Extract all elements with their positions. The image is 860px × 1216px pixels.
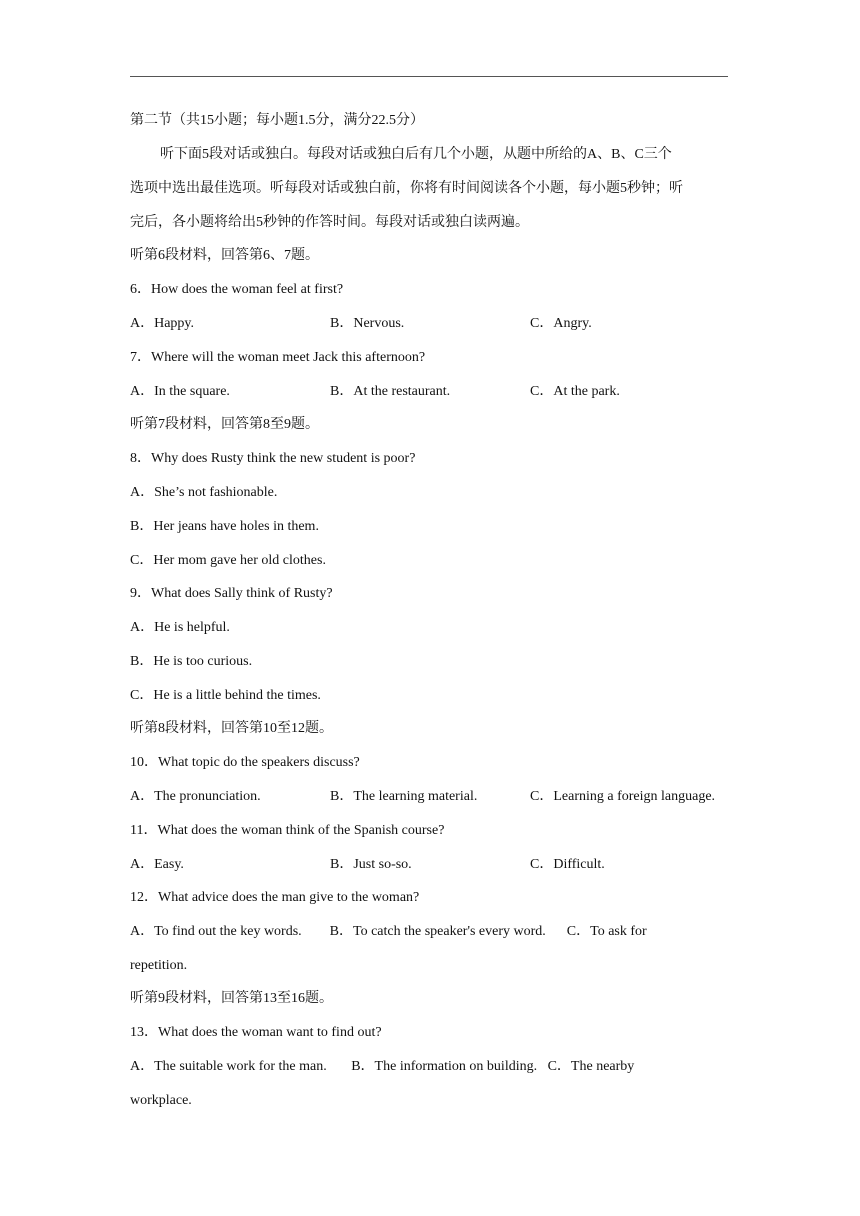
question-10-option-c: C．Learning a foreign language. xyxy=(530,789,716,804)
instructions-line-3: 完后，各小题将给出5秒钟的作答时间。每段对话或独白读两遍。 xyxy=(130,215,529,230)
group-header-9: 听第9段材料，回答第13至16题。 xyxy=(130,991,333,1006)
question-7-option-b: B．At the restaurant. xyxy=(330,384,451,399)
question-8-option-c: C．Her mom gave her old clothes. xyxy=(130,553,326,568)
question-6-option-c: C．Angry. xyxy=(530,316,592,331)
question-11-option-a: A．Easy. xyxy=(130,857,184,872)
header-rule xyxy=(130,76,728,77)
question-8-option-a: A．She’s not fashionable. xyxy=(130,485,278,500)
group-header-7: 听第7段材料，回答第8至9题。 xyxy=(130,417,319,432)
question-9-option-a: A．He is helpful. xyxy=(130,620,230,635)
question-9-option-b: B．He is too curious. xyxy=(130,654,253,669)
question-12-stem: 12．What advice does the man give to the woman? xyxy=(130,890,420,905)
question-8-stem: 8．Why does Rusty think the new student is poor? xyxy=(130,451,416,466)
instructions-line-1: 听下面5段对话或独白。每段对话或独白后有几个小题，从题中所给的A、B、C三个 xyxy=(160,147,672,162)
question-6-stem: 6．How does the woman feel at first? xyxy=(130,282,344,297)
question-11-option-c: C．Difficult. xyxy=(530,857,605,872)
question-11-stem: 11．What does the woman think of the Spanish course? xyxy=(130,823,445,838)
section-title: 第二节（共15小题；每小题1.5分，满分22.5分） xyxy=(130,113,424,128)
question-10-option-a: A．The pronunciation. xyxy=(130,789,261,804)
question-13-options-wrap: workplace. xyxy=(130,1093,192,1108)
question-9-stem: 9．What does Sally think of Rusty? xyxy=(130,586,333,601)
question-13-options-line: A．The suitable work for the man. B．The information on building. C．The nearby xyxy=(130,1059,635,1074)
question-7-option-a: A．In the square. xyxy=(130,384,230,399)
question-7-stem: 7．Where will the woman meet Jack this afternoon? xyxy=(130,350,426,365)
question-12-options-line: A．To find out the key words. B．To catch the speaker's every word. C．To ask for xyxy=(130,924,647,939)
question-8-option-b: B．Her jeans have holes in them. xyxy=(130,519,319,534)
question-6-option-b: B．Nervous. xyxy=(330,316,405,331)
question-13-stem: 13．What does the woman want to find out? xyxy=(130,1025,382,1040)
group-header-6: 听第6段材料，回答第6、7题。 xyxy=(130,248,319,263)
question-11-option-b: B．Just so-so. xyxy=(330,857,412,872)
instructions-line-2: 选项中选出最佳选项。听每段对话或独白前，你将有时间阅读各个小题，每小题5秒钟；听 xyxy=(130,181,683,196)
question-12-options-wrap: repetition. xyxy=(130,958,188,973)
question-9-option-c: C．He is a little behind the times. xyxy=(130,688,321,703)
question-7-option-c: C．At the park. xyxy=(530,384,620,399)
group-header-8: 听第8段材料，回答第10至12题。 xyxy=(130,721,333,736)
question-6-option-a: A．Happy. xyxy=(130,316,195,331)
question-10-stem: 10．What topic do the speakers discuss? xyxy=(130,755,360,770)
question-10-option-b: B．The learning material. xyxy=(330,789,478,804)
